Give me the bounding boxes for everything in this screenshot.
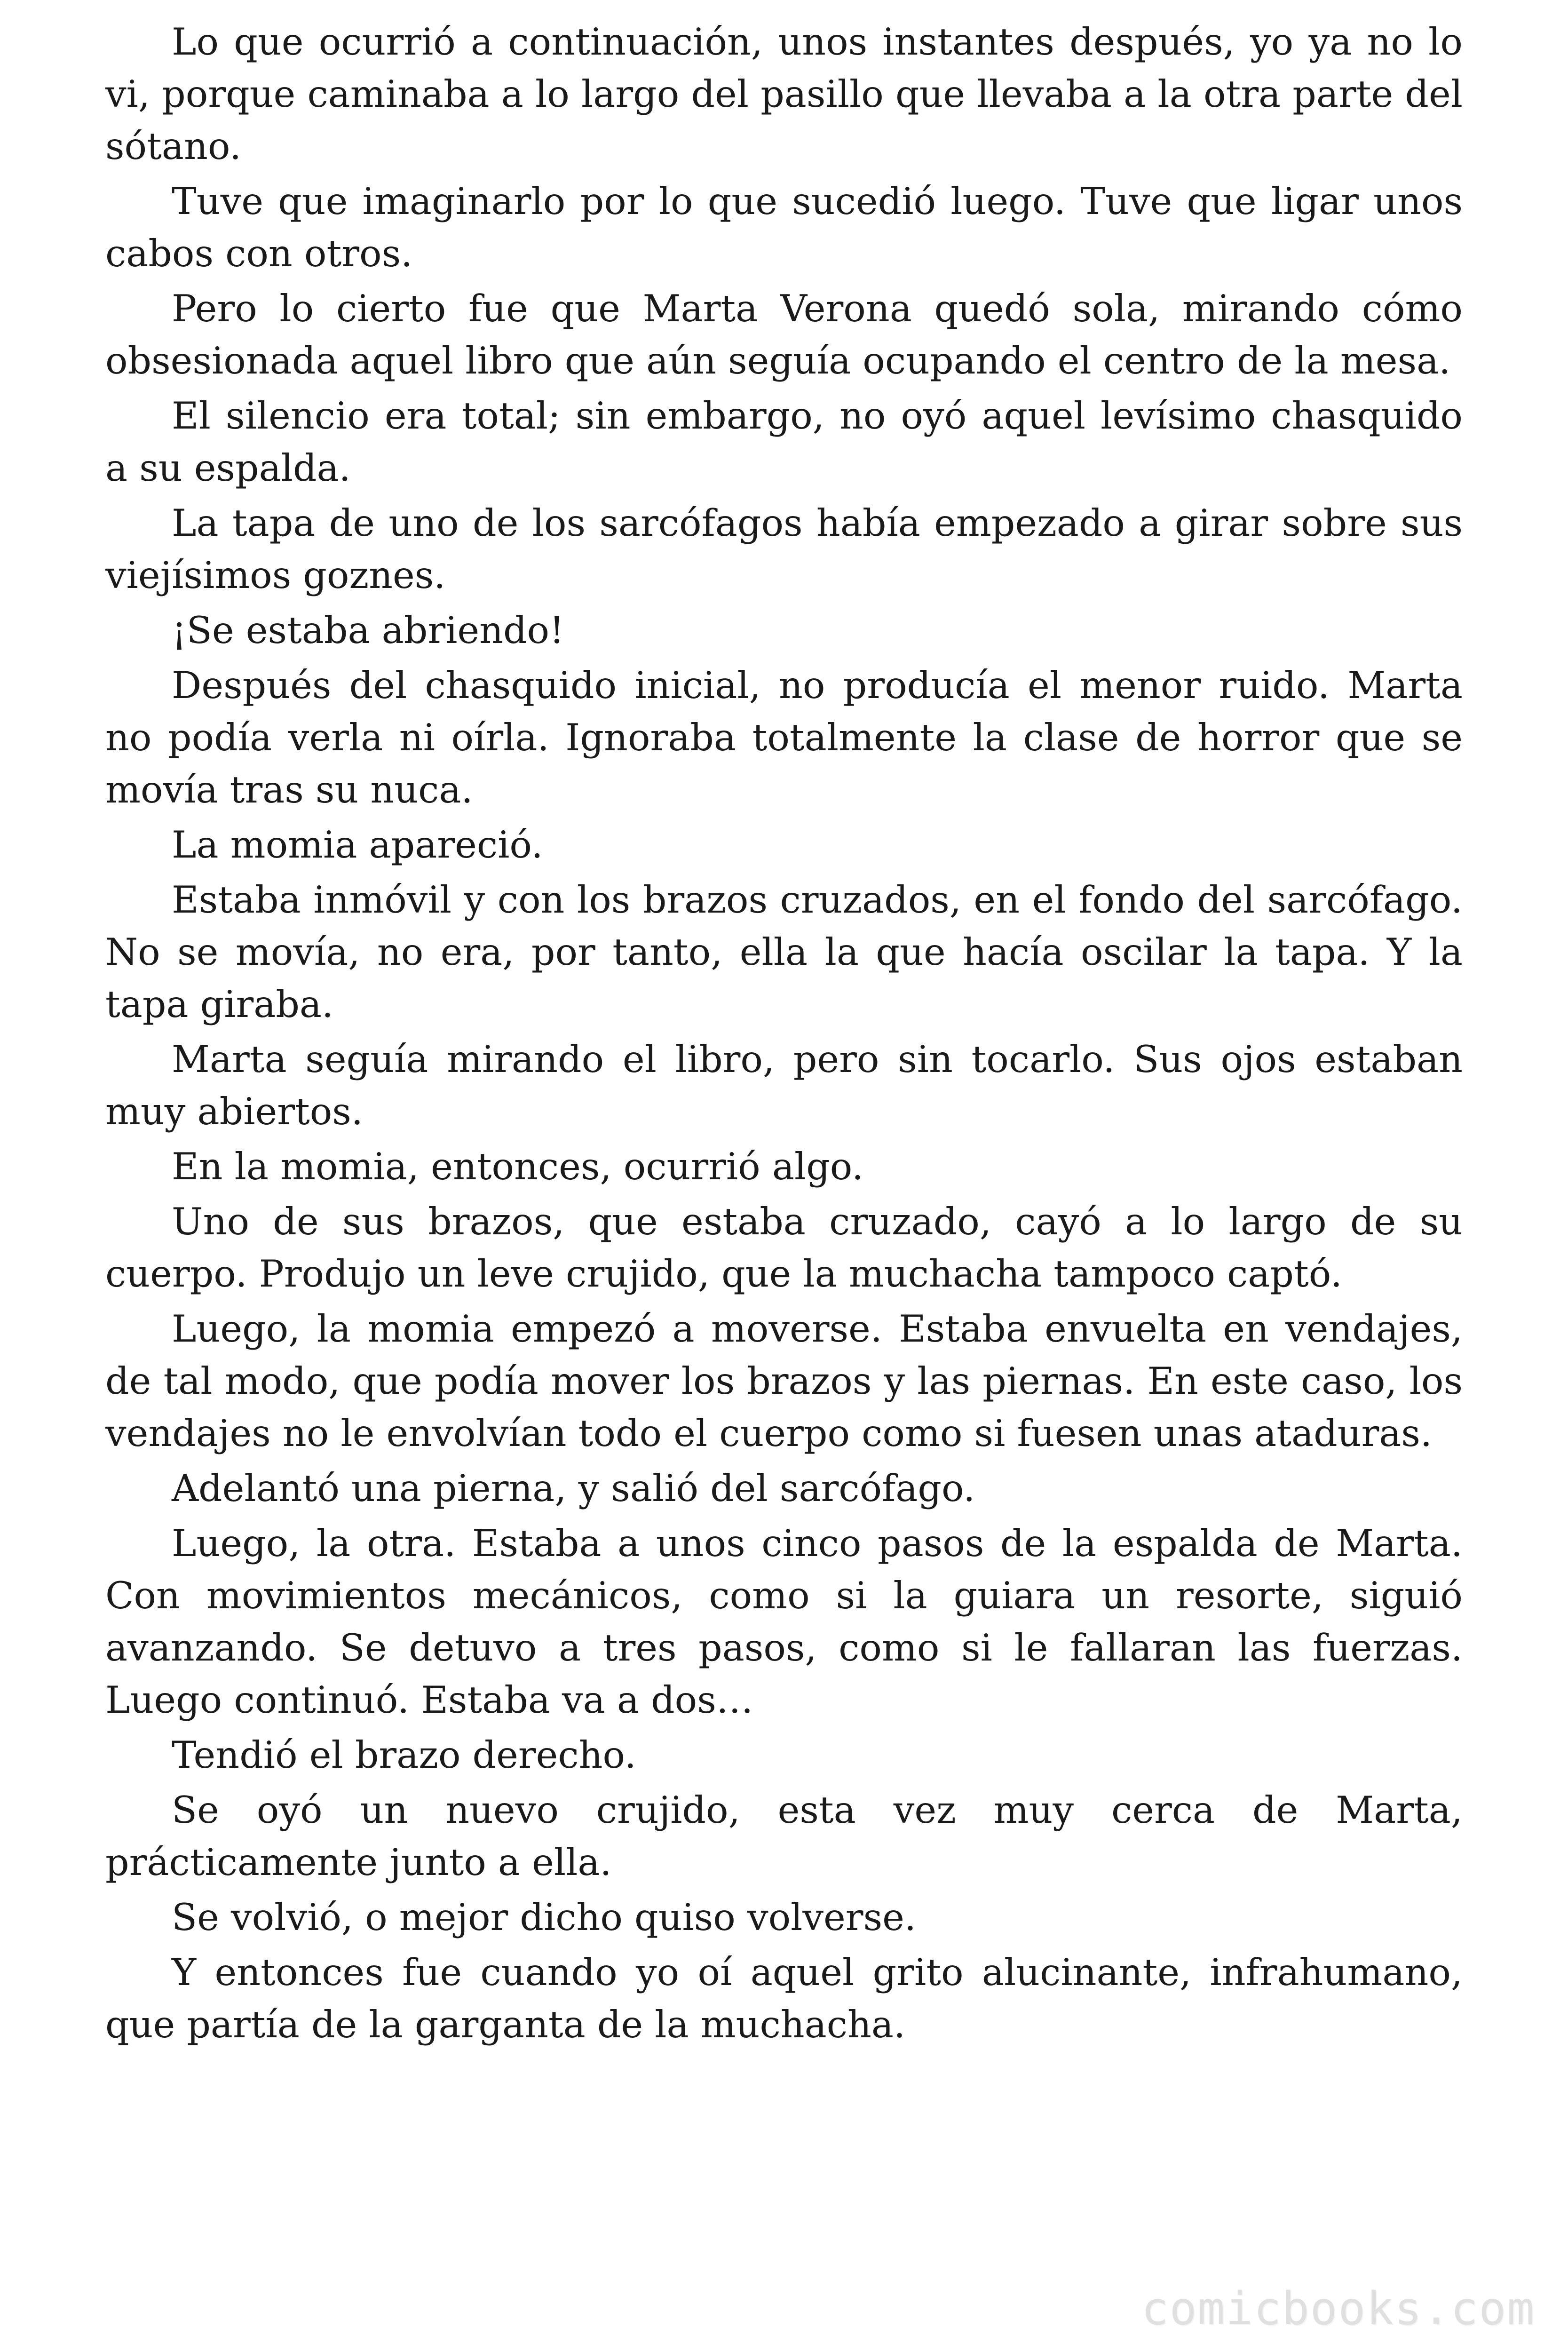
paragraph: Uno de sus brazos, que estaba cruzado, cayó a lo largo de su cuerpo. Produjo un leve crujido, que la muchacha tampoco captó. bbox=[105, 1200, 1463, 1295]
paragraph: Tuve que imaginarlo por lo que sucedió luego. Tuve que ligar unos cabos con otros. bbox=[105, 180, 1463, 275]
paragraph: Se volvió, o mejor dicho quiso volverse. bbox=[172, 1896, 916, 1939]
paragraph: Y entonces fue cuando yo oí aquel grito alucinante, infrahumano, que partía de la garganta de la muchacha. bbox=[105, 1951, 1463, 2046]
paragraph: Adelantó una pierna, y salió del sarcófago. bbox=[172, 1467, 975, 1510]
paragraph: La momia apareció. bbox=[172, 823, 543, 866]
paragraph: Lo que ocurrió a continuación, unos instantes después, yo ya no lo vi, porque caminaba a lo largo del pasillo que llevaba a la otra parte del sótano. bbox=[105, 20, 1463, 168]
paragraph: Tendió el brazo derecho. bbox=[172, 1733, 636, 1777]
page-text bbox=[105, 16, 1463, 2054]
watermark: comicbooks.com bbox=[1141, 2282, 1535, 2335]
paragraph: En la momia, entonces, ocurrió algo. bbox=[172, 1145, 864, 1188]
paragraph: ¡Se estaba abriendo! bbox=[172, 609, 564, 652]
paragraph: Estaba inmóvil y con los brazos cruzados, en el fondo del sarcófago. No se movía, no era, por tanto, ella la que hacía oscilar la tapa. Y la tapa giraba. bbox=[105, 878, 1463, 1026]
paragraph: Luego, la otra. Estaba a unos cinco pasos de la espalda de Marta. Con movimientos mecánicos, como si la guiara un resorte, siguió avanzando. Se detuvo a tres pasos, como si le fallaran las fuerzas. Luego continuó. Estaba va a dos… bbox=[105, 1522, 1463, 1722]
paragraph: Luego, la momia empezó a moverse. Estaba envuelta en vendajes, de tal modo, que podía mover los brazos y las piernas. En este caso, los vendajes no le envolvían todo el cuerpo como si fuesen unas ataduras. bbox=[105, 1307, 1463, 1455]
paragraph: Marta seguía mirando el libro, pero sin tocarlo. Sus ojos estaban muy abiertos. bbox=[105, 1038, 1463, 1133]
paragraph: Después del chasquido inicial, no producía el menor ruido. Marta no podía verla ni oírla. Ignoraba totalmente la clase de horror que se movía tras su nuca. bbox=[105, 664, 1463, 811]
paragraph: Pero lo cierto fue que Marta Verona quedó sola, mirando cómo obsesionada aquel libro que aún seguía ocupando el centro de la mesa. bbox=[105, 287, 1463, 382]
paragraph: El silencio era total; sin embargo, no oyó aquel levísimo chasquido a su espalda. bbox=[105, 394, 1463, 490]
paragraph: La tapa de uno de los sarcófagos había empezado a girar sobre sus viejísimos goznes. bbox=[105, 501, 1463, 597]
paragraph: Se oyó un nuevo crujido, esta vez muy cerca de Marta, prácticamente junto a ella. bbox=[105, 1788, 1463, 1884]
